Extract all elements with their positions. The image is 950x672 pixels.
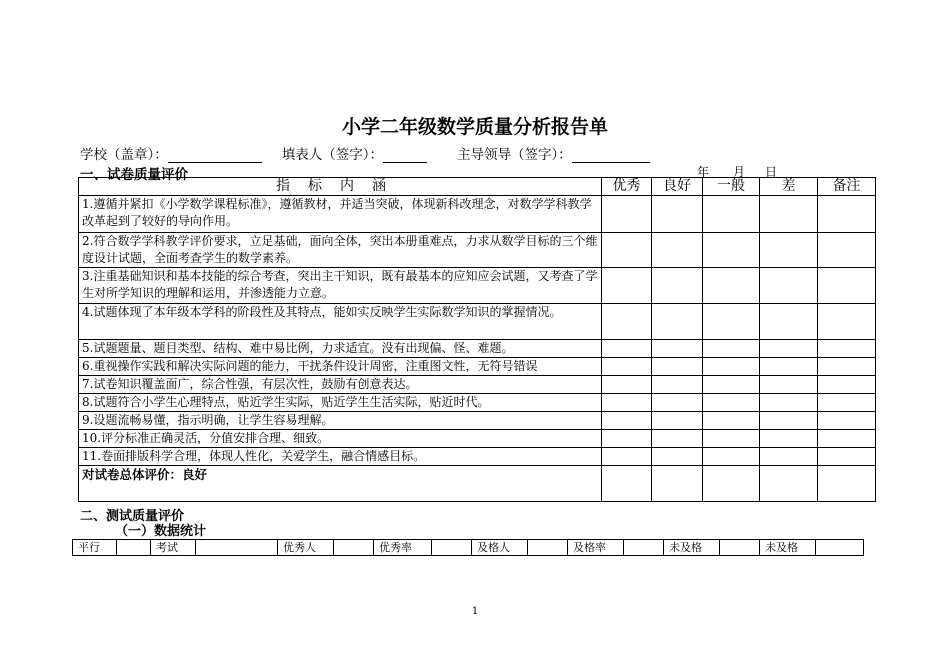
criteria-cell: 7.试卷知识覆盖面广，综合性强，有层次性，鼓励有创意表达。 xyxy=(79,376,602,394)
header-remarks: 备注 xyxy=(818,178,876,196)
rating-cell[interactable] xyxy=(602,196,652,233)
stat-value[interactable] xyxy=(528,540,568,556)
rating-cell[interactable] xyxy=(760,196,818,233)
section-2-heading: 二、测试质量评价 xyxy=(80,509,185,524)
rating-cell[interactable] xyxy=(652,268,703,304)
rating-cell[interactable] xyxy=(602,304,652,340)
rating-cell[interactable] xyxy=(652,304,703,340)
stat-label: 平行 xyxy=(73,540,117,556)
overall-evaluation: 对试卷总体评价：良好 xyxy=(79,466,602,502)
remarks-cell[interactable] xyxy=(818,340,876,358)
header-good: 良好 xyxy=(652,178,703,196)
rating-cell[interactable] xyxy=(703,430,760,448)
stat-value[interactable] xyxy=(816,540,864,556)
stat-label: 优秀人 xyxy=(278,540,334,556)
table-row xyxy=(79,376,876,394)
criteria-cell: 1.遵循并紧扣《小学数学课程标准》，遵循教材，并适当突破，体现新科改理念，对数学学科教学改革起到了较好的导向作用。 xyxy=(79,196,602,233)
table-row xyxy=(79,304,876,340)
rating-cell[interactable] xyxy=(652,376,703,394)
rating-cell[interactable] xyxy=(652,196,703,233)
statistics-row xyxy=(73,540,864,556)
criteria-cell: 4.试题体现了本年级本学科的阶段性及其特点，能如实反映学生实际数学知识的掌握情况。 xyxy=(79,304,602,340)
stat-value[interactable] xyxy=(720,540,760,556)
rating-cell[interactable] xyxy=(703,394,760,412)
table-row xyxy=(79,233,876,268)
date-day: 日 xyxy=(765,165,778,179)
rating-cell[interactable] xyxy=(760,376,818,394)
rating-cell[interactable] xyxy=(703,358,760,376)
school-field[interactable] xyxy=(168,148,262,163)
rating-cell[interactable] xyxy=(652,466,703,502)
remarks-cell[interactable] xyxy=(818,304,876,340)
table-row xyxy=(79,412,876,430)
rating-cell[interactable] xyxy=(602,376,652,394)
rating-cell[interactable] xyxy=(760,268,818,304)
paper-evaluation-table xyxy=(78,177,876,502)
rating-cell[interactable] xyxy=(760,340,818,358)
rating-cell[interactable] xyxy=(602,430,652,448)
rating-cell[interactable] xyxy=(703,340,760,358)
remarks-cell[interactable] xyxy=(818,430,876,448)
table-row xyxy=(79,268,876,304)
header-average: 一般 xyxy=(703,178,760,196)
stat-label: 未及格 xyxy=(664,540,720,556)
table-row xyxy=(79,358,876,376)
rating-cell[interactable] xyxy=(703,196,760,233)
remarks-cell[interactable] xyxy=(818,196,876,233)
rating-cell[interactable] xyxy=(760,412,818,430)
rating-cell[interactable] xyxy=(760,466,818,502)
rating-cell[interactable] xyxy=(760,358,818,376)
table-row xyxy=(79,196,876,233)
criteria-cell: 5.试题题量、题目类型、结构、难中易比例，力求适宜。没有出现偏、怪、难题。 xyxy=(79,340,602,358)
stat-value[interactable] xyxy=(196,540,278,556)
table-row xyxy=(79,430,876,448)
stat-label: 及格率 xyxy=(568,540,624,556)
remarks-cell[interactable] xyxy=(818,358,876,376)
remarks-cell[interactable] xyxy=(818,376,876,394)
filler-label: 填表人（签字）： xyxy=(281,147,383,163)
filler-field[interactable] xyxy=(383,148,427,163)
stat-label: 及格人 xyxy=(472,540,528,556)
date-month: 月 xyxy=(733,165,746,179)
stat-label: 优秀率 xyxy=(374,540,432,556)
criteria-cell: 9.设题流畅易懂，指示明确，让学生容易理解。 xyxy=(79,412,602,430)
table-header-row xyxy=(79,178,876,196)
rating-cell[interactable] xyxy=(760,448,818,466)
rating-cell[interactable] xyxy=(703,268,760,304)
table-row xyxy=(79,394,876,412)
rating-cell[interactable] xyxy=(760,233,818,268)
leader-field[interactable] xyxy=(572,148,650,163)
rating-cell[interactable] xyxy=(602,394,652,412)
criteria-cell: 8.试题符合小学生心理特点，贴近学生实际，贴近学生生活实际，贴近时代。 xyxy=(79,394,602,412)
page-number: 1 xyxy=(471,606,479,617)
stat-value[interactable] xyxy=(334,540,374,556)
remarks-cell[interactable] xyxy=(818,412,876,430)
school-label: 学校（盖章）： xyxy=(80,147,168,163)
criteria-cell: 3.注重基础知识和基本技能的综合考查，突出主干知识，既有最基本的应知应会试题，又考查了学生对所学知识的理解和运用，并渗透能力立意。 xyxy=(79,268,602,304)
rating-cell[interactable] xyxy=(760,394,818,412)
rating-cell[interactable] xyxy=(602,412,652,430)
header-criteria: 指标内涵 xyxy=(79,178,602,196)
rating-cell[interactable] xyxy=(602,268,652,304)
table-row xyxy=(79,448,876,466)
rating-cell[interactable] xyxy=(652,430,703,448)
rating-cell[interactable] xyxy=(652,340,703,358)
stat-value[interactable] xyxy=(624,540,664,556)
stat-label: 考试 xyxy=(151,540,196,556)
remarks-cell[interactable] xyxy=(818,448,876,466)
stat-label: 未及格 xyxy=(760,540,816,556)
rating-cell[interactable] xyxy=(602,358,652,376)
rating-cell[interactable] xyxy=(652,394,703,412)
header-excellent: 优秀 xyxy=(602,178,652,196)
remarks-cell[interactable] xyxy=(818,268,876,304)
rating-cell[interactable] xyxy=(652,448,703,466)
stat-value[interactable] xyxy=(432,540,472,556)
rating-cell[interactable] xyxy=(652,412,703,430)
rating-cell[interactable] xyxy=(652,233,703,268)
stat-value[interactable] xyxy=(117,540,151,556)
rating-cell[interactable] xyxy=(602,448,652,466)
criteria-cell: 6.重视操作实践和解决实际问题的能力，干扰条件设计周密，注重图文性，无符号错误 xyxy=(79,358,602,376)
criteria-cell: 10.评分标准正确灵活，分值安排合理、细致。 xyxy=(79,430,602,448)
date-year: 年 xyxy=(697,165,710,179)
data-statistics-heading: （一）数据统计 xyxy=(115,524,207,539)
rating-cell[interactable] xyxy=(703,304,760,340)
info-row xyxy=(80,143,650,163)
statistics-table xyxy=(72,539,864,556)
remarks-cell[interactable] xyxy=(818,233,876,268)
table-row xyxy=(79,340,876,358)
rating-cell[interactable] xyxy=(703,466,760,502)
rating-cell[interactable] xyxy=(703,412,760,430)
remarks-cell[interactable] xyxy=(818,394,876,412)
overall-row xyxy=(79,466,876,502)
rating-cell[interactable] xyxy=(602,466,652,502)
section-1-heading: 一、试卷质量评价 xyxy=(80,167,188,183)
rating-cell[interactable] xyxy=(602,233,652,268)
rating-cell[interactable] xyxy=(760,430,818,448)
header-poor: 差 xyxy=(760,178,818,196)
rating-cell[interactable] xyxy=(602,340,652,358)
rating-cell[interactable] xyxy=(652,358,703,376)
remarks-cell[interactable] xyxy=(818,466,876,502)
rating-cell[interactable] xyxy=(703,376,760,394)
leader-label: 主导领导（签字）： xyxy=(457,147,572,163)
rating-cell[interactable] xyxy=(760,304,818,340)
page-title: 小学二年级数学质量分析报告单 xyxy=(341,116,608,138)
rating-cell[interactable] xyxy=(703,233,760,268)
rating-cell[interactable] xyxy=(703,448,760,466)
criteria-cell: 2.符合数学学科教学评价要求，立足基础，面向全体，突出本册重难点，力求从数学目标的三个维度设计试题，全面考查学生的数学素养。 xyxy=(79,233,602,268)
criteria-cell: 11.卷面排版科学合理，体现人性化，关爱学生，融合情感目标。 xyxy=(79,448,602,466)
